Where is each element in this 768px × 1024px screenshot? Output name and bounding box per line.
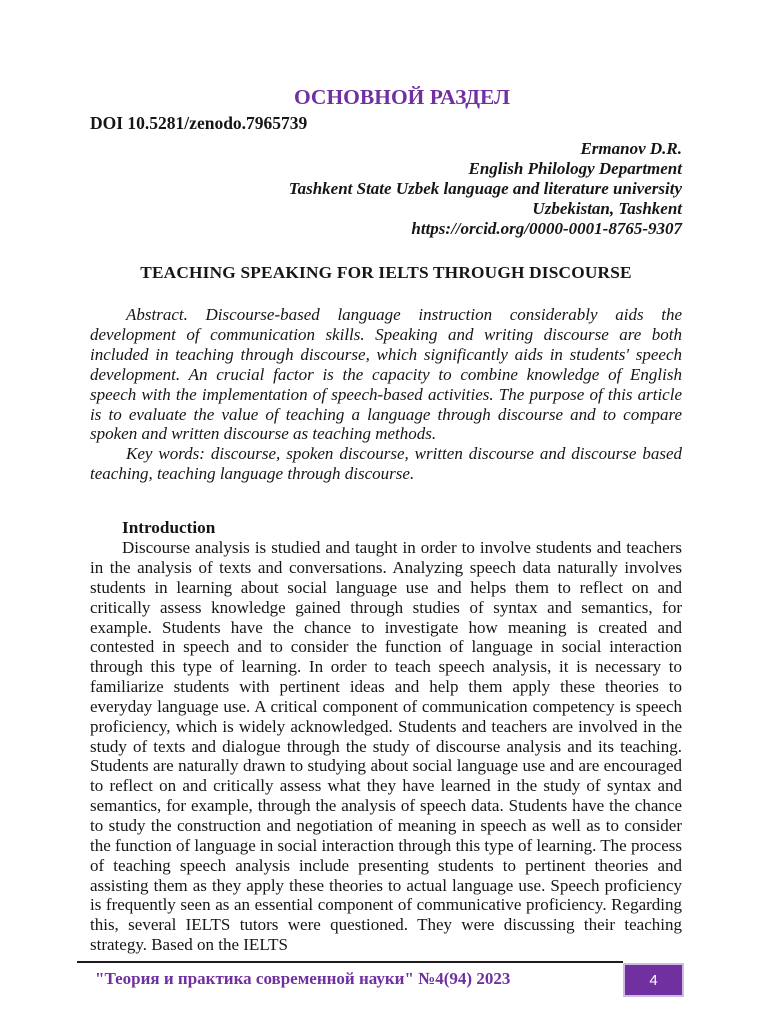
keywords-paragraph: Key words: discourse, spoken discourse, written discourse and discourse based teaching, teaching language through discourse. [90,444,682,484]
page-number-badge [623,963,684,997]
author-block [90,139,682,239]
page-number-value: 4 [649,971,658,989]
author-name: Ermanov D.R. [580,139,682,158]
introduction-body-paragraph: Discourse analysis is studied and taught in order to involve students and teachers in the analysis of texts and conversations. Analyzing speech data naturally involves students in learning about social language use and helps them to reflect on and critically assess knowledge gained through studies of syntax and semantics, for example. Students have the chance to investigate how meaning is created and contested in speech and to consider the function of language in social interaction through this type of learning. In order to teach speech analysis, it is necessary to familiarize students with pertinent ideas and help them apply these theories to everyday language use. A critical component of communication competency is speech proficiency, which is widely acknowledged. Students and teachers are involved in the study of texts and dialogue through the study of discourse analysis and its teaching. Students are naturally drawn to studying about social language use and are encouraged to reflect on and critically assess what they have learned in the study of syntax and semantics, for example, through the analysis of speech data. Students have the chance to study the construction and negotiation of meaning in speech as well as to consider the function of language in social interaction through this type of learning. The process of teaching speech analysis include presenting students to pertinent theories and assisting them as they apply these theories to actual language use. Speech proficiency is frequently seen as an essential component of communicative proficiency. Regarding this, several IELTS tutors were questioned. They were discussing their teaching strategy. Based on the IELTS [90,538,682,955]
footer-divider-rule [77,961,623,963]
doi-line: DOI 10.5281/zenodo.7965739 [90,113,308,133]
author-location: Uzbekistan, Tashkent [532,199,682,218]
section-title: ОСНОВНОЙ РАЗДЕЛ [293,85,511,109]
page-content [90,0,682,955]
introduction-heading: Introduction [122,518,216,538]
author-department: English Philology Department [468,159,682,178]
footer-journal-title: "Теория и практика современной науки" №4(94) 2023 [95,969,511,988]
article-title: TEACHING SPEAKING FOR IELTS THROUGH DISCOURSE [140,263,632,282]
author-university: Tashkent State Uzbek language and literature university [288,179,682,198]
author-orcid-url: https://orcid.org/0000-0001-8765-9307 [411,219,682,238]
abstract-paragraph: Abstract. Discourse-based language instruction considerably aids the development of communication skills. Speaking and writing discourse are both included in teaching through discourse, which significantly aids in students' speech development. An crucial factor is the capacity to combine knowledge of English speech with the implementation of speech-based activities. The purpose of this article is to evaluate the value of teaching a language through discourse and to compare spoken and written discourse as teaching methods. [90,305,682,444]
